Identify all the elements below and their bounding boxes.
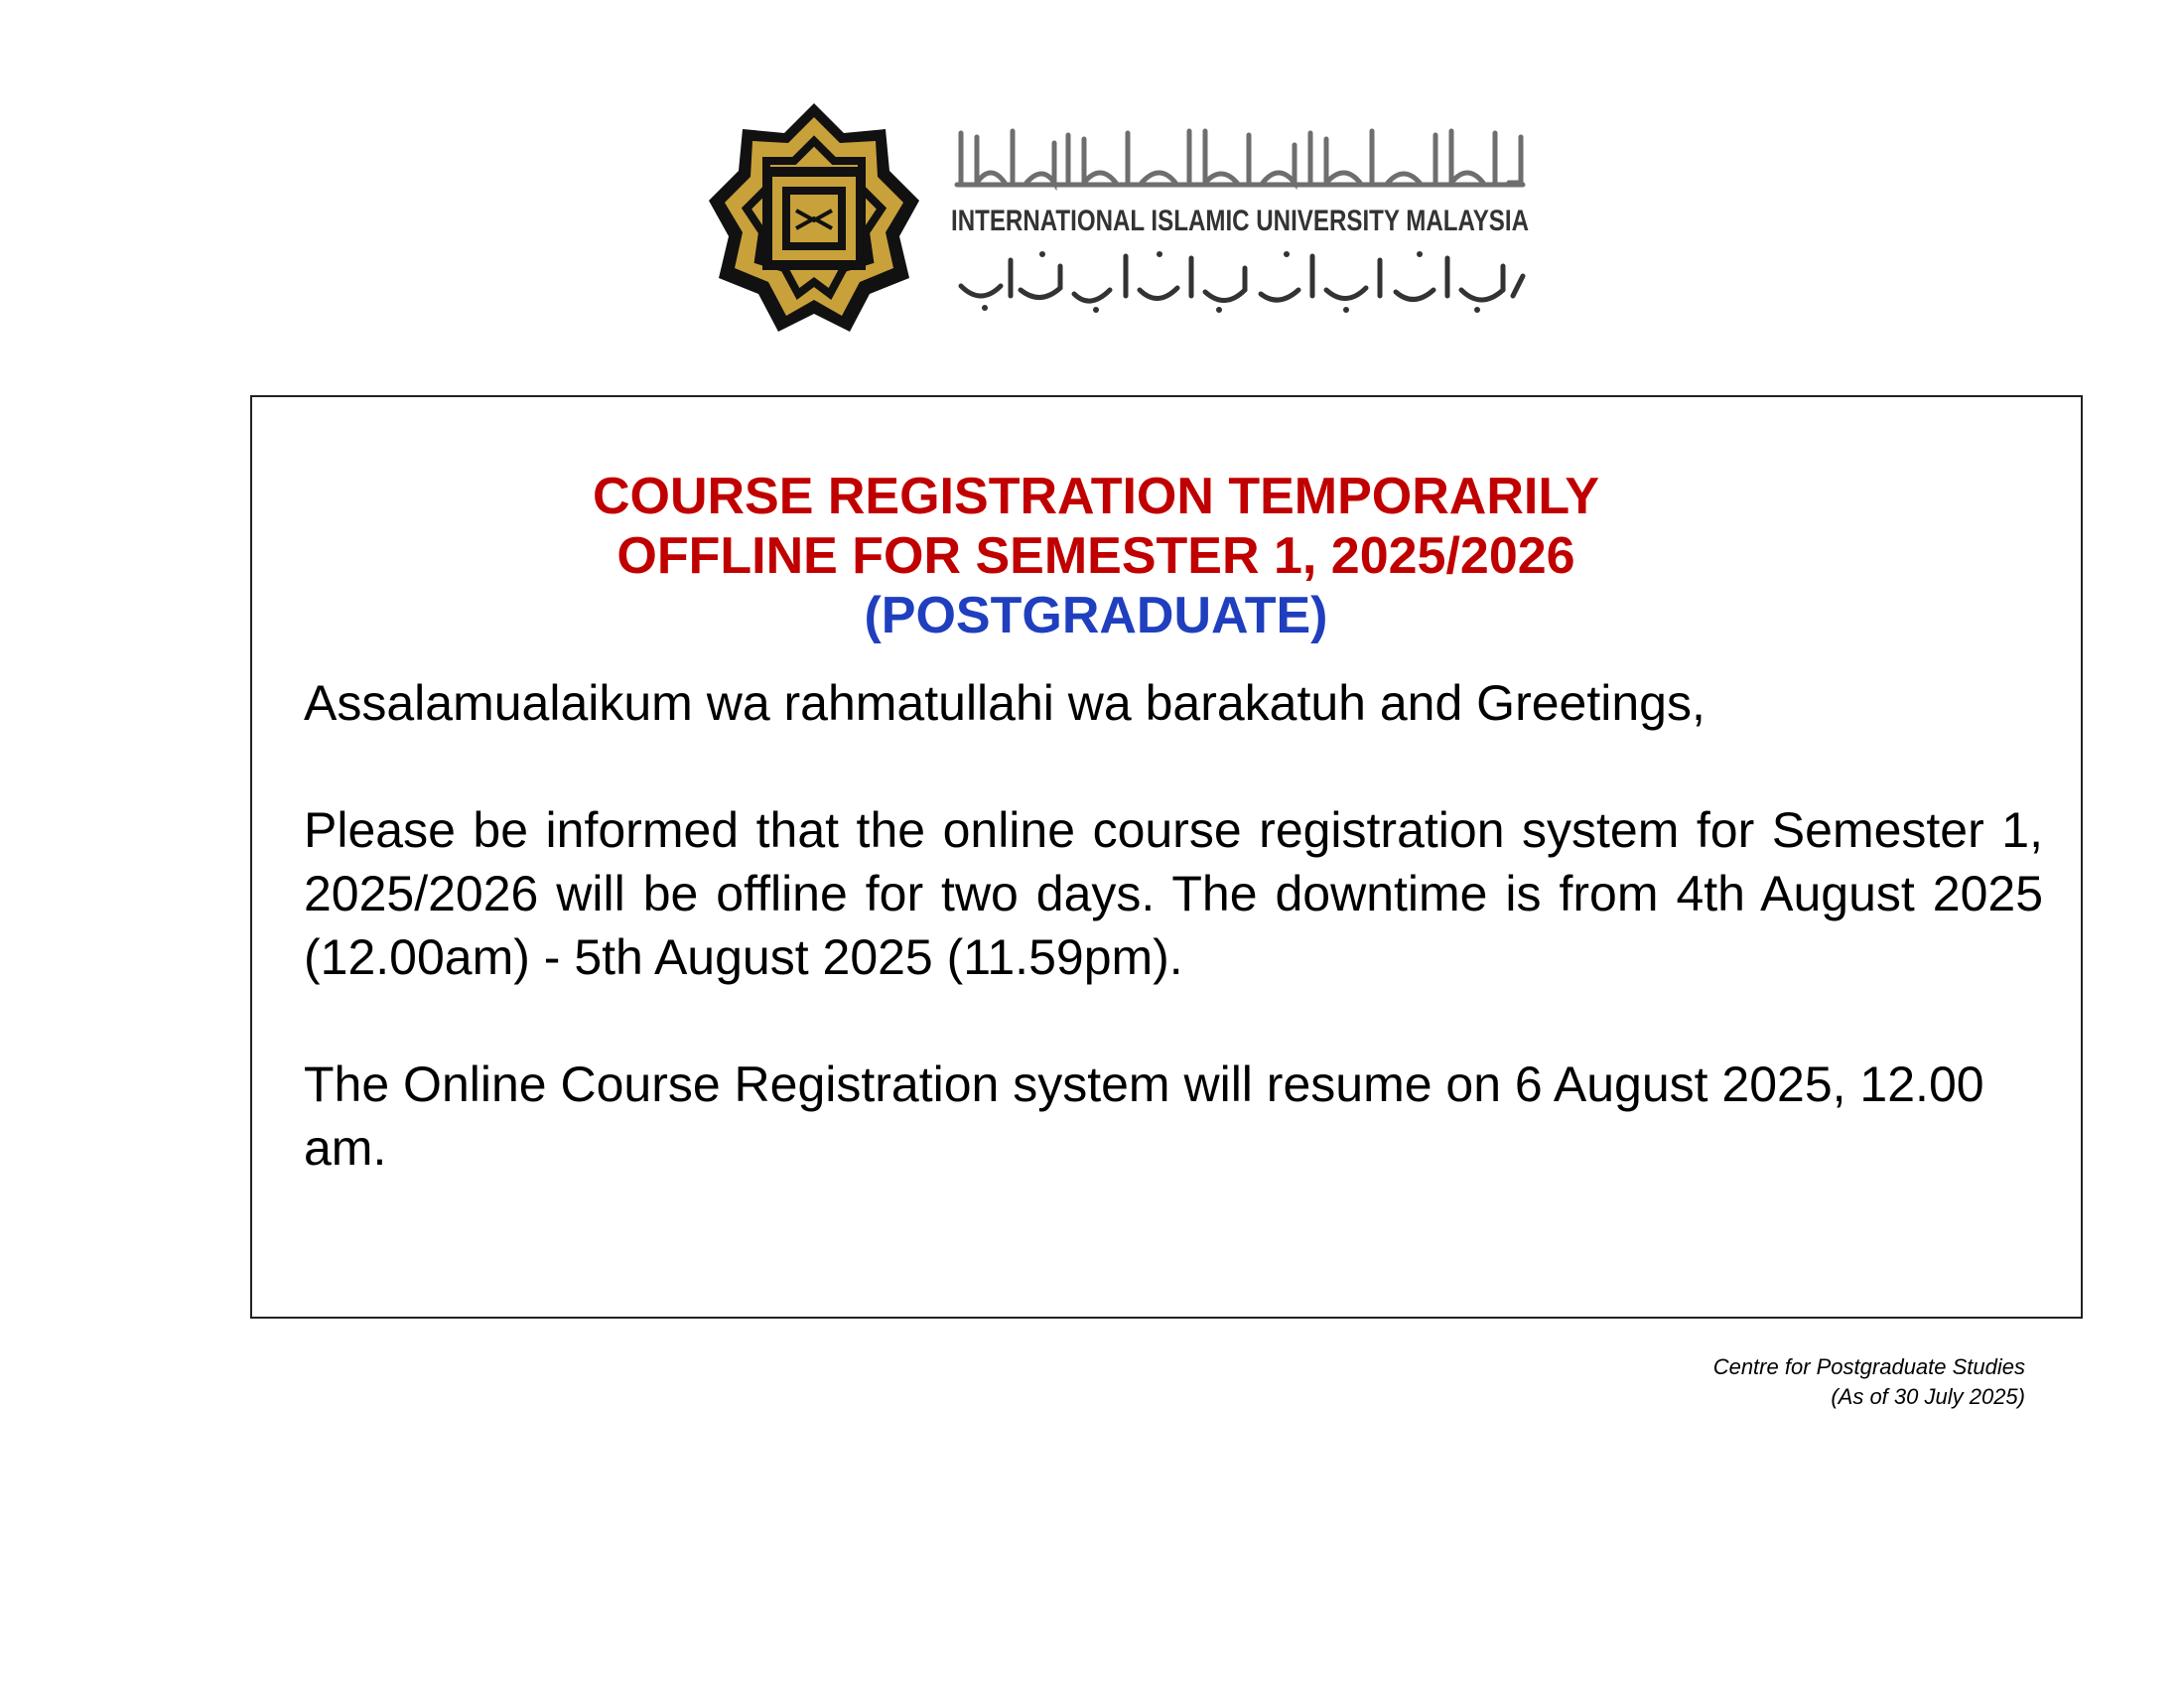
footer-date: (As of 30 July 2025) [1831, 1384, 2025, 1409]
notice-body [304, 671, 2043, 1243]
university-emblem-icon [695, 99, 933, 338]
title-postgraduate: (POSTGRADUATE) [864, 587, 1328, 644]
title-line-1: COURSE REGISTRATION TEMPORARILY [592, 468, 1600, 525]
greeting-text: Assalamualaikum wa rahmatullahi wa barakatuh and Greetings, [304, 675, 1706, 731]
title-line-2: OFFLINE FOR SEMESTER 1, 2025/2026 [616, 527, 1575, 585]
university-logo [695, 99, 1529, 338]
logo-english-text: INTERNATIONAL ISLAMIC UNIVERSITY MALAYSIA [951, 205, 1529, 237]
footer-department: Centre for Postgraduate Studies [1712, 1354, 2025, 1379]
logo-jawi-name [951, 246, 1529, 316]
logo-arabic-name [951, 123, 1529, 193]
downtime-paragraph: Please be informed that the online course registration system for Semester 1, 2025/2026 will be offline for two days. The downtime is from 4th August 2025 (12.00am) - 5th August 2025 (11.59pm). [304, 802, 2043, 985]
notice-box [250, 395, 2083, 1319]
footer-note [1713, 1352, 2025, 1412]
logo-english-name [951, 197, 1529, 240]
resume-paragraph: The Online Course Registration system will resume on 6 August 2025, 12.00 am. [304, 1056, 1984, 1176]
notice-title [252, 467, 1940, 645]
